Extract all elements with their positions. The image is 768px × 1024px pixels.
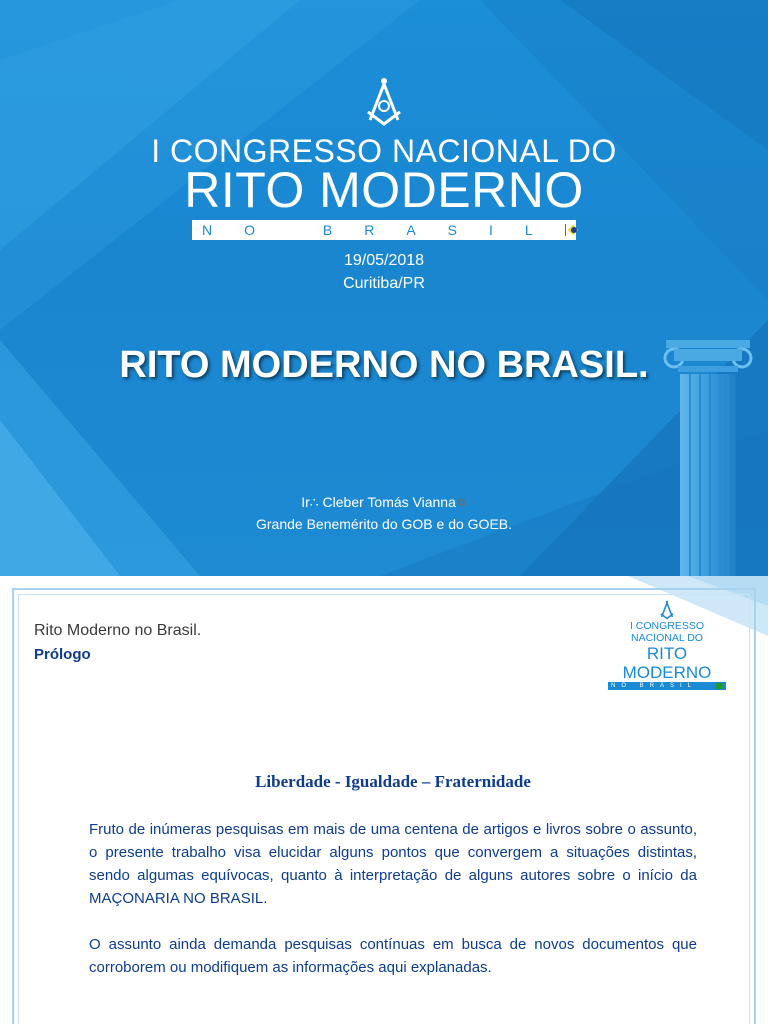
presentation-title: RITO MODERNO NO BRASIL. (119, 344, 649, 386)
prologue-slide (0, 576, 768, 1024)
author-name (0, 494, 768, 511)
congress-title-line3: NO BRASIL (202, 222, 565, 238)
star-of-david-icon: ✡ (455, 495, 467, 510)
congress-title-line2: RITO MODERNO (184, 162, 584, 218)
logo-line1: I CONGRESSO NACIONAL DO (629, 620, 705, 644)
event-city: Curitiba/PR (343, 275, 425, 292)
brazil-flag-icon (716, 683, 723, 689)
congress-title-line1: I CONGRESSO NACIONAL DO (151, 133, 617, 169)
congress-logo-small (606, 600, 728, 690)
square-and-compass-icon (659, 600, 675, 620)
logo-line3: NO BRASIL (611, 683, 698, 689)
motto: Liberdade - Igualdade – Fraternidade (255, 772, 531, 791)
brazil-flag-icon (565, 224, 566, 236)
event-date: 19/05/2018 (343, 252, 425, 269)
author-role: Grande Benemérito do GOB e do GOEB. (255, 516, 513, 532)
square-and-compass-icon (364, 76, 404, 128)
author-name-text: Ir∴ Cleber Tomás Vianna (301, 494, 456, 510)
slide-header-title: Rito Moderno no Brasil. (34, 622, 202, 639)
logo-line2: RITO MODERNO (622, 644, 712, 682)
congress-subtitle-bar (192, 220, 576, 240)
logo-line3-bar (608, 682, 726, 690)
prologue-paragraph-1: Fruto de inúmeras pesquisas em mais de uma centena de artigos e livros sobre o assunto, o presente trabalho visa elucidar alguns pontos que convergem a situações distintas, sendo algumas equívocas, quanto à interpretação de alguns autores sobre o início da MAÇONARIA NO BRASIL. (89, 821, 697, 907)
prologue-paragraph-2: O assunto ainda demanda pesquisas contínuas em busca de novos documentos que corroborem ou modifiquem as informações aqui explanadas. (89, 936, 697, 976)
slide-header-subtitle: Prólogo (34, 646, 91, 663)
ionic-column-icon (662, 336, 754, 576)
